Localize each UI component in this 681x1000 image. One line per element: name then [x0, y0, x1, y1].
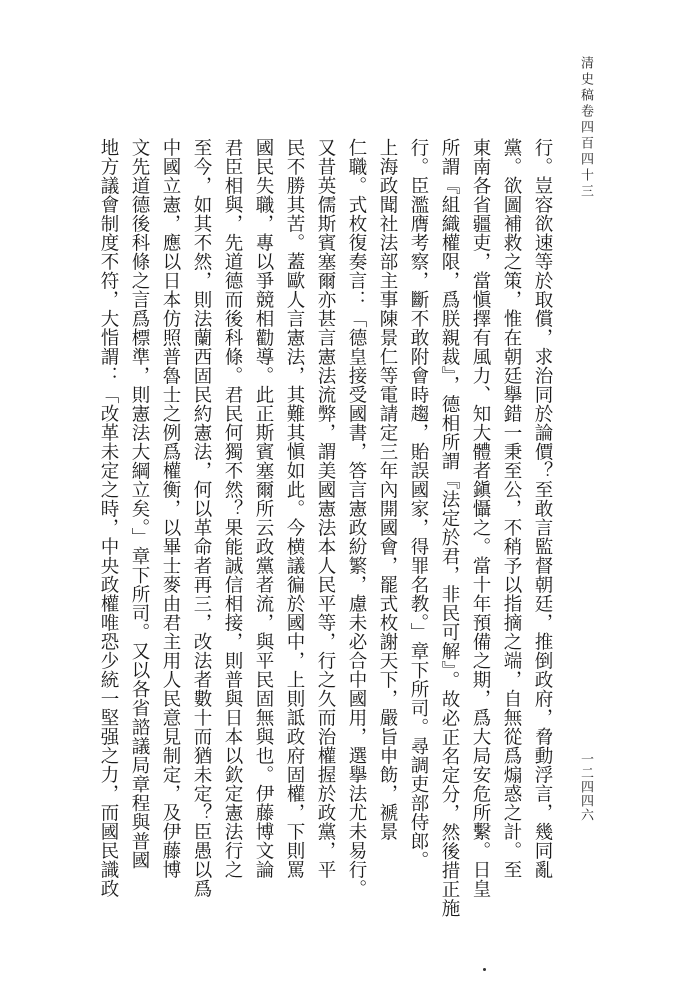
text-column-13: 中國立憲，應以日本仿照普魯士之例爲權衡，以畢士麥由君主用人民意見制定，及伊藤博: [160, 138, 181, 879]
body-text: [58, 138, 558, 918]
text-column-9: 民不勝其苦。蓋歐人言憲法，其難其愼如此。今横議徧於國中，上則詆政府固權，下則罵: [284, 138, 305, 879]
text-column-11: 君臣相與，先道德而後科條。君民何獨不然？果能誠信相接，則普與日本以欽定憲法行之: [222, 138, 243, 879]
text-column-14: 文先道德後科條之言爲標準，則憲法大綱立矣。」章下所司。又以各省諮議局章程與普國: [129, 138, 150, 870]
print-speck: [483, 968, 486, 971]
text-column-1: 行。豈容欲速等於取償，求治同於論價？至敢言監督朝廷，推倒政府，脅動浮言，幾同亂: [532, 138, 553, 879]
text-column-4: 所謂『組織權限，爲朕親裁』，德相所謂『法定於君，非民可解』。故必正名定分，然後措正施: [439, 138, 460, 918]
text-column-12: 至今，如其不然，則法蘭西固民約憲法，何以革命者再三，改法者數十而猶未定？臣愚以爲: [191, 138, 212, 898]
running-head: 清史稿卷四百四十三: [578, 56, 593, 200]
text-column-15: 地方議會制度不符，大恉謂：「改革未定之時，中央政權唯恐少統一堅强之力，而國民識政: [98, 138, 119, 898]
text-column-2: 黨。欲圖補救之策，惟在朝廷擧錯一秉至公，不稍予以指摘之端，自無從爲煽惑之計。至: [501, 138, 522, 879]
text-column-6: 上海政聞社法部主事陳景仁等電請定三年內開國會，罷式枚謝天下，嚴旨申飭，褫景: [377, 138, 398, 841]
text-column-10: 國民失職，專以爭競相勸導。此正斯賓塞爾所云政黨者流，與平民固無與也。伊藤博文論: [253, 138, 274, 879]
text-column-5: 行。臣濫膺考察，斷不敢附會時趨，貽誤國家，得罪名教。」章下所司。尋調吏部侍郎。: [408, 138, 429, 870]
text-column-8: 又昔英儒斯賓塞爾亦甚言憲法流弊，謂美國憲法本人民平等，行之久而治權握於政黨，平: [315, 138, 336, 879]
text-column-3: 東南各省疆吏，當愼擇有風力、知大體者鎭懾之。當十年預備之期，爲大局安危所繫。日皇: [470, 138, 491, 898]
text-column-7: 仁職。式枚復奏言：「德皇接受國書，答言憲政紛繁，慮未必合中國用，選擧法尤未易行。: [346, 138, 367, 898]
page-number: 一二四四六: [578, 752, 593, 822]
